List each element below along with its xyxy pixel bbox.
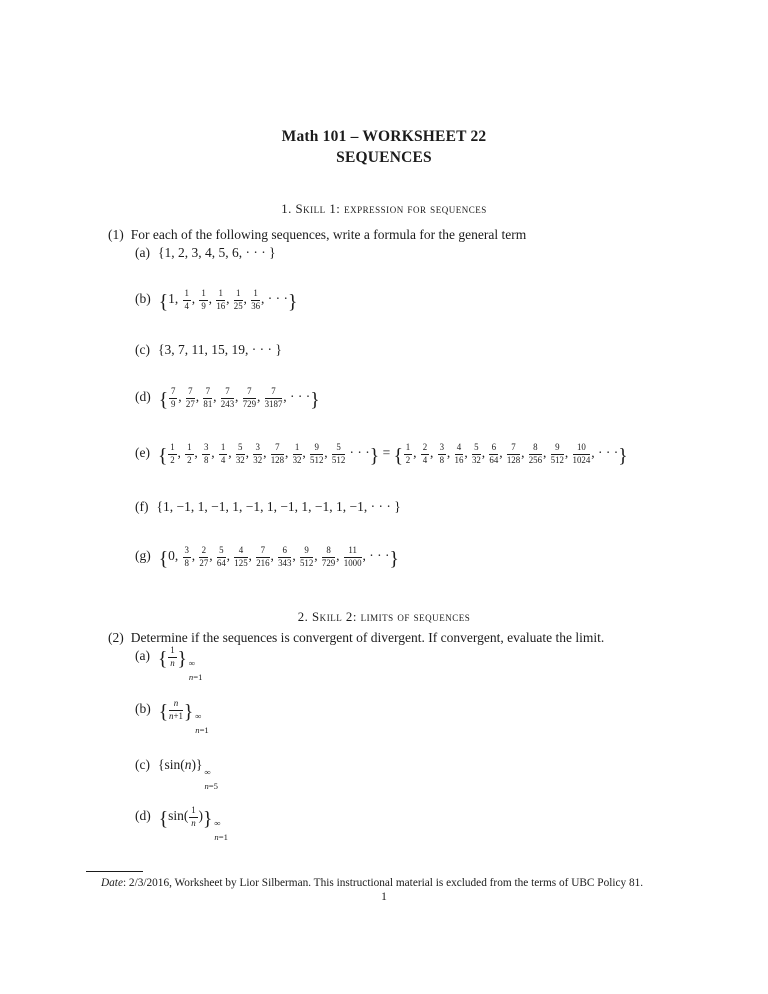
numerator: 3 [183,546,191,558]
problem-2-text: Determine if the sequences is convergent of divergent. If convergent, evaluate the limit. [130,630,605,645]
numerator: 7 [265,387,283,399]
problem-1-number: (1) [108,227,124,242]
item-2c [135,757,218,790]
footnote-date-label: Date [101,877,123,889]
fraction [234,546,247,569]
denominator: 9 [170,398,176,409]
item-1e [135,443,628,466]
denominator: 729 [242,398,257,409]
item-1c [135,342,282,358]
limits [204,768,218,790]
fraction [216,289,225,312]
numerator: 9 [310,443,323,455]
subscript: n=1 [188,671,203,682]
denominator: 256 [528,454,543,465]
fraction [251,289,260,312]
numerator: 9 [300,546,313,558]
numerator: 7 [271,443,284,455]
sequence-1a: {1, 2, 3, 4, 5, 6, · · · } [157,245,276,260]
numerator: 8 [322,546,335,558]
sequence-1c: {3, 7, 11, 15, 19, · · · } [157,342,282,357]
math-variable: n [204,780,209,791]
sequence-1d: { $\frac{7}{9}$ , $\frac{7}{27}$ , $\frac{7}{81}$ , $\frac{7}{243}$ , $\frac{7}{729}$ , $\frac{7}{3187}$ , · · ·} [158,386,320,412]
math-variable: n [195,724,200,735]
sequence-2d: {sin( $\frac{1}{n}$ )} ∞ n=1 [158,805,228,842]
numerator: 4 [455,443,464,455]
math-variable: n [191,817,196,828]
sequence-1f: {1, −1, 1, −1, 1, −1, 1, −1, 1, −1, 1, −1, · · · } [156,499,401,514]
numerator: 1 [189,806,197,818]
numerator: 7 [186,387,195,399]
big-brace: { [157,446,168,468]
fraction [168,646,176,669]
item-2a-label: (a) [135,648,150,664]
numerator: 5 [332,443,345,455]
sequence-1b: {1, $\frac{1}{4}$ , $\frac{1}{9}$ , $\frac{1}{16}$ , $\frac{1}{25}$ , $\frac{1}{36}$ , · · ·} [158,288,298,314]
big-brace: } [203,809,213,831]
item-2b-label: (b) [135,701,151,717]
numerator: 1 [199,289,207,301]
math-variable: n [188,671,194,682]
big-brace: } [177,649,187,671]
big-brace: } [310,390,320,412]
worksheet-title: Math 101 – WORKSHEET 22 [281,128,487,145]
fraction [169,699,183,722]
big-brace: } [287,292,298,314]
big-brace: } [369,446,380,468]
numerator: 3 [202,443,210,455]
math-variable: n [214,831,219,842]
big-brace: } [183,702,194,724]
numerator: 1 [216,289,225,301]
fraction [507,443,520,466]
item-1g [135,546,399,569]
numerator: 7 [256,546,269,558]
fraction [573,443,591,466]
denominator: 32 [471,454,481,465]
numerator: 1 [185,443,193,455]
big-brace: { [158,809,169,831]
fraction [489,443,498,466]
numerator: 6 [489,443,498,455]
denominator: 32 [235,454,245,465]
superscript: ∞ [204,767,211,778]
fraction [256,546,269,569]
item-1g-label: (g) [135,548,151,564]
big-brace: } [389,549,399,571]
fraction [169,387,177,410]
denominator: 343 [278,557,292,568]
denominator: 27 [185,398,195,409]
fraction [217,546,226,569]
numerator: 7 [507,443,520,455]
denominator: 4 [422,454,428,465]
item-2b [135,699,209,734]
fraction [199,289,207,312]
sequence-2b [158,698,209,735]
numerator: 5 [472,443,481,455]
denominator: 512 [550,454,564,465]
fraction [310,443,323,466]
numerator: 1 [234,289,243,301]
denominator: 2 [405,454,411,465]
fraction [300,546,313,569]
numerator: 1 [168,443,176,455]
fraction [455,443,464,466]
fraction [421,443,429,466]
fraction [551,443,564,466]
fraction [189,806,197,829]
denominator: 512 [299,557,314,568]
fraction [183,546,191,569]
math-variable: n [173,698,179,708]
denominator: 25 [233,300,243,311]
superscript: ∞ [214,818,221,829]
item-1b [135,289,297,312]
denominator: 1000 [343,557,362,568]
numerator: 4 [234,546,247,558]
fraction [185,443,193,466]
denominator: 32 [253,454,263,465]
footnote-text: : 2/3/2016, Worksheet by Lior Silberman. This instructional material is excluded from the terms of UBC Policy 81. [122,877,644,889]
item-1d [135,387,320,410]
item-1f-label: (f) [135,499,149,514]
big-brace: { [393,446,403,468]
fraction [221,387,234,410]
superscript: ∞ [188,658,196,669]
fraction [529,443,542,466]
problem-2-number: (2) [108,630,124,645]
fraction [236,443,245,466]
fraction [332,443,345,466]
fraction [293,443,302,466]
footnote [101,877,643,889]
sequence-2c: {sin(n)} ∞ n=5 [157,757,218,791]
footnote-rule [86,871,143,872]
denominator: 64 [489,454,499,465]
sequence-1g: {0, $\frac{3}{8}$ , $\frac{2}{27}$ , $\frac{5}{64}$ , $\frac{4}{125}$ , $\frac{7}{216}$ , $\frac{6}{343}$ , $\frac{9}{512}$ , $\frac{8}{729}$ , $\frac{11}{1000}$ , · · ·} [158,545,399,571]
fraction [265,387,283,410]
denominator: 125 [234,557,248,568]
item-2d [135,806,228,841]
denominator: 8 [204,454,209,465]
numerator: 1 [404,443,412,455]
fraction [404,443,412,466]
fraction [202,443,210,466]
fraction [219,443,227,466]
denominator: 32 [292,454,302,465]
numerator: 1 [251,289,260,301]
limits [195,712,209,734]
denominator: 16 [216,300,226,311]
denominator: 2 [187,454,192,465]
item-1d-label: (d) [135,389,151,405]
subscript: n=1 [214,831,228,842]
fraction [322,546,335,569]
item-2d-label: (d) [135,808,151,824]
subscript: n=5 [204,780,218,791]
big-brace: { [158,702,169,724]
denominator [189,818,197,829]
sequence-2a [157,645,203,682]
big-brace: { [157,649,168,671]
fraction [203,387,212,410]
denominator: 27 [199,557,209,568]
numerator: 5 [236,443,245,455]
problem-1 [108,227,526,243]
denominator: 81 [203,398,213,409]
numerator: 6 [278,546,291,558]
item-2a [135,646,202,681]
numerator [169,699,183,711]
denominator: 243 [220,398,235,409]
fraction [243,387,256,410]
math-variable: n [184,757,192,772]
denominator: 8 [439,454,445,465]
numerator: 5 [217,546,226,558]
denominator: 216 [256,557,270,568]
sequence-1e: { $\frac{1}{2}$ , $\frac{1}{2}$ , $\frac{3}{8}$ , $\frac{1}{4}$ , $\frac{5}{32}$ , $\frac{3}{32}$ , $\frac{7}{128}$ , $\frac{1}{32}$ , $\frac{9}{512}$ , $\frac{5}{512}$ · · ·} = { $\frac{1}{2}$ , $\frac{2}{4}$ , $\frac{3}{8}$ , $\frac{4}{16}$ , $\frac{5}{32}$ , $\frac{6}{64}$ , $\frac{7}{128}$ , $\frac{8}{256}$ , $\frac{9}{512}$ , $\frac{10}{1024}$ , · · ·} [157,442,628,468]
numerator: 1 [219,443,227,455]
superscript: ∞ [195,711,202,722]
denominator: 729 [321,557,336,568]
fraction [168,443,176,466]
denominator: 8 [184,557,189,568]
fraction [234,289,243,312]
denominator: 9 [201,300,206,311]
fraction [271,443,284,466]
fraction [183,289,191,312]
item-1c-label: (c) [135,342,150,357]
limits [189,659,203,681]
math-variable: n [170,657,175,668]
fraction [438,443,446,466]
numerator: 2 [199,546,208,558]
numerator: 7 [221,387,234,399]
section2-heading: 2. Skill 2: limits of sequences [297,610,471,624]
fraction [278,546,291,569]
denominator: 512 [331,454,346,465]
denominator: 128 [506,454,521,465]
big-brace: { [158,390,169,412]
denominator: 64 [216,557,226,568]
math-variable: n [169,710,174,721]
numerator: 3 [253,443,262,455]
item-1f [135,499,401,515]
numerator: 10 [573,443,591,455]
limits [214,819,228,841]
denominator: 128 [270,454,285,465]
fraction [344,546,362,569]
item-1a-label: (a) [135,245,150,260]
fraction [199,546,208,569]
denominator: 36 [251,300,261,311]
denominator: 3187 [264,398,283,409]
denominator: 16 [454,454,464,465]
fraction [472,443,481,466]
fraction [186,387,195,410]
numerator: 7 [203,387,212,399]
page-number: 1 [381,891,387,903]
item-1e-label: (e) [135,445,150,461]
denominator [168,658,176,669]
denominator: 2 [170,454,175,465]
fraction [253,443,262,466]
denominator: 512 [310,454,324,465]
big-brace: { [158,292,169,314]
section1-heading: 1. Skill 1: expression for sequences [281,202,487,216]
denominator: n+1 [169,710,183,721]
denominator: 1024 [572,454,591,465]
numerator: 1 [293,443,302,455]
numerator: 8 [529,443,542,455]
numerator: 2 [421,443,429,455]
numerator: 3 [438,443,446,455]
numerator: 11 [344,546,362,558]
numerator: 1 [168,646,176,658]
numerator: 1 [183,289,191,301]
big-brace: { [158,549,169,571]
worksheet-subtitle: SEQUENCES [336,149,432,166]
denominator: 4 [184,300,189,311]
numerator: 9 [551,443,564,455]
item-1b-label: (b) [135,291,151,307]
problem-1-text: For each of the following sequences, write a formula for the general term [130,227,527,242]
subscript: n=1 [195,724,209,735]
numerator: 7 [169,387,177,399]
denominator: 4 [220,454,226,465]
numerator: 7 [243,387,256,399]
item-1a [135,245,276,261]
item-2c-label: (c) [135,757,150,772]
big-brace: } [618,446,628,468]
problem-2 [108,630,604,646]
